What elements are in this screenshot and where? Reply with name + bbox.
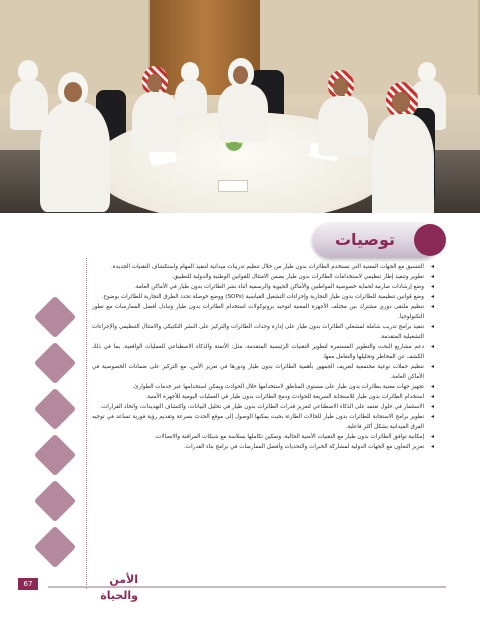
- magazine-name: الأمن والحياة: [100, 573, 138, 602]
- section-title: توصيات: [334, 230, 396, 249]
- decorative-diamond: [34, 342, 76, 384]
- recommendations-list: [92, 262, 434, 452]
- wall-panel-right: [260, 0, 480, 95]
- list-item: ◂ إمكانية توافق الطائرات بدون طيار مع التقنيات الأمنية الحالية، وتمكين تكاملها بسلاسة مع شبكات المراقبة والاتصالات.: [92, 432, 434, 442]
- decorative-diamond: [34, 388, 76, 430]
- list-item: ◂ وضع إرشادات صارمة لحماية خصوصية المواطنين والأماكن الحيوية والرسمية أثناء نشر الطائرات بدون طيار في الأماكن العامة.: [92, 282, 434, 292]
- list-item: ◂ تعزيز التعاون مع الجهات الدولية لمشاركة الخبرات والتحديات وأفضل الممارسات في برامج بناء القدرات.: [92, 442, 434, 452]
- list-item: ◂ تنظيم ملتقى دوري مشترك بين مختلف الأجهزة المعنية لتوحيد بروتوكولات استخدام الطائرات بدون طيار وتبادل أفضل الممارسات مع تطور التكنولوجيا.: [92, 302, 434, 322]
- list-item: ◂ تنفيذ برامج تدريب شاملة لمشغلي الطائرات بدون طيار على إدارة وحدات الطائرات والتركيز على النشر التكتيكي والامتثال التنظيمي والإجراءات التشغيلية المتقدمة.: [92, 322, 434, 342]
- list-item: ◂ الاستثمار في حلول تعتمد على الذكاء الاصطناعي لتعزيز قدرات الطائرات بدون طيار في تحليل البيانات، واكتشاف التهديدات، واتخاذ القرارات.: [92, 402, 434, 412]
- banner-cap: [414, 224, 446, 256]
- list-item: ◂ تنظيم حملات توعية مجتمعية لتعريف الجمهور بأهمية الطائرات بدون طيار ودورها في تعزيز الأمن، مع التركيز على ضمانات الخصوصية في الأماكن العامة.: [92, 362, 434, 382]
- list-item: ◂ استخدام الطائرات بدون طيار للاستجابة السريعة للحوادث ودمج الطائرات بدون طيار في العمليات اليومية للأجهزة الأمنية.: [92, 392, 434, 402]
- list-item: ◂ تطوير وتنفيذ إطار تنظيمي لاستخدامات الطائرات بدون طيار يضمن الامتثال للقوانين الوطنية والدولية للتطبيق.: [92, 272, 434, 282]
- list-item: ◂ التنسيق مع الجهات المعنية التي تستخدم الطائرات بدون طيار من خلال تنظيم تدريبات ميدانية لتنفيذ المهام واستكشاف التقنيات الجديدة.: [92, 262, 434, 272]
- page-number: 67: [18, 578, 38, 590]
- list-item: ◂ وضع قوانين تنظيمية للطائرات بدون طيار التجارية وإجراءات التشغيل القياسية (SOPs) ووضع خوصلة تحدد الطرق التجارية للطائرات بوضوح.: [92, 292, 434, 302]
- decorative-diamond: [34, 526, 76, 568]
- decorative-diamond: [34, 434, 76, 476]
- list-item: ◂ تطوير برامج الاستجابة للطائرات بدون طيار للحالات الطارئة بحيث يمكنها الوصول إلى موقع الحدث بسرعة وتقديم رؤية فورية تساعد في توجيه الفرق الميدانية بشكل أكثر فاعلية.: [92, 412, 434, 432]
- meeting-photo: [0, 0, 480, 213]
- list-item: ◂ تجهيز جهات معنية بطائرات بدون طيار على مستوى المناطق لاستخدامها خلال الحوادث ويمكن استخدامها عبر خدمات الطوارئ.: [92, 382, 434, 392]
- decorative-diamond: [34, 480, 76, 522]
- decorative-diamond: [34, 296, 76, 338]
- list-item: ◂ دعم مشاريع البحث والتطوير المستمرة لتطوير التقنيات الرئيسية المتقدمة، مثل: الأتمتة والذكاء الاصطناعي للعمليات الواقعية، بما في ذلك الكشف عن المخاطر وتحليلها والتعامل معها.: [92, 342, 434, 362]
- nameplate: [218, 180, 248, 192]
